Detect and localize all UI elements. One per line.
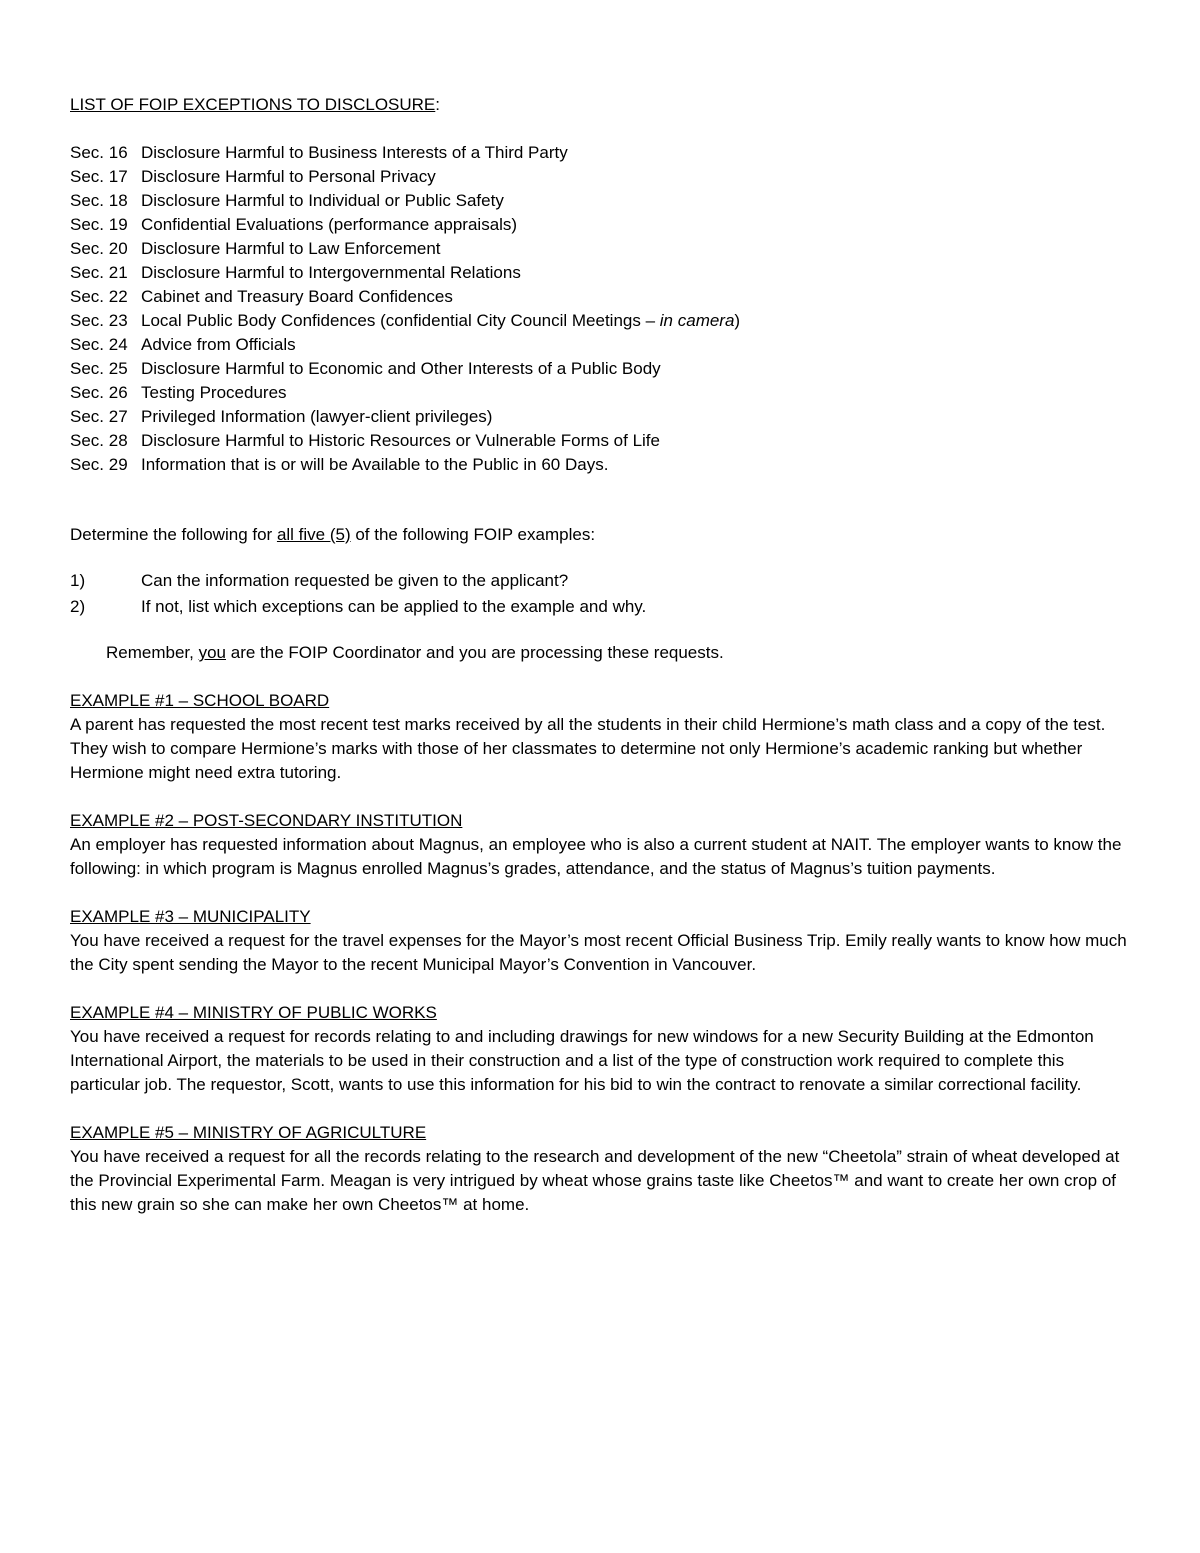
section-title: Disclosure Harmful to Business Interests of a Third Party: [141, 143, 568, 162]
example-1: [70, 689, 1130, 785]
section-number: Sec. 18: [70, 191, 128, 210]
exception-item: [70, 405, 1130, 429]
section-title-end: ): [734, 311, 741, 330]
reminder-text-end: are the FOIP Coordinator and you are processing these requests.: [226, 643, 724, 662]
example-heading: EXAMPLE #4 – MINISTRY OF PUBLIC WORKS: [70, 1003, 437, 1022]
exception-item: [70, 141, 1130, 165]
exception-item: [70, 381, 1130, 405]
exception-item: [70, 429, 1130, 453]
exception-item: [70, 237, 1130, 261]
section-title: Disclosure Harmful to Individual or Public Safety: [141, 191, 504, 210]
section-title: Local Public Body Confidences (confidential City Council Meetings –: [141, 311, 660, 330]
example-body: A parent has requested the most recent test marks received by all the students in their child Hermione’s math class and a copy of the test. They wish to compare Hermione’s marks with those of her classmates to determine not only Hermione’s academic ranking but whether Hermione might need extra tutoring.: [70, 715, 1106, 782]
exception-item: [70, 453, 1130, 477]
questions-list: [70, 569, 1130, 621]
example-heading: EXAMPLE #2 – POST-SECONDARY INSTITUTION: [70, 811, 463, 830]
section-title: Disclosure Harmful to Personal Privacy: [141, 167, 436, 186]
intro-text-end: of the following FOIP examples:: [350, 525, 596, 544]
exception-item: [70, 333, 1130, 357]
section-title: Disclosure Harmful to Law Enforcement: [141, 239, 441, 258]
section-number: Sec. 23: [70, 311, 128, 330]
example-body: An employer has requested information about Magnus, an employee who is also a current student at NAIT. The employer wants to know the following: in which program is Magnus enrolled Magnus’s grades, attendance, and the status of Magnus’s tuition payments.: [70, 835, 1122, 878]
exception-item: [70, 261, 1130, 285]
example-body: You have received a request for all the records relating to the research and development of the new “Cheetola” strain of wheat developed at the Provincial Experimental Farm. Meagan is very intrigued by wheat whose grains taste like Cheetos™ and want to create her own crop of this new grain so she can make her own Cheetos™ at home.: [70, 1147, 1120, 1214]
exception-item: [70, 285, 1130, 309]
section-number: Sec. 25: [70, 359, 128, 378]
question-text: If not, list which exceptions can be applied to the example and why.: [141, 597, 647, 616]
section-title: Confidential Evaluations (performance appraisals): [141, 215, 518, 234]
example-heading: EXAMPLE #5 – MINISTRY OF AGRICULTURE: [70, 1123, 427, 1142]
example-body: You have received a request for records relating to and including drawings for new windows for a new Security Building at the Edmonton International Airport, the materials to be used in their construction and a list of the type of construction work required to complete this particular job. The requestor, Scott, wants to use this information for his bid to win the contract to renovate a similar correctional facility.: [70, 1027, 1094, 1094]
section-title: Information that is or will be Available to the Public in 60 Days.: [141, 455, 609, 474]
section-title-container: [141, 309, 1130, 333]
example-2: [70, 809, 1130, 881]
section-number: Sec. 24: [70, 335, 128, 354]
section-number: Sec. 29: [70, 455, 128, 474]
spacer: [70, 117, 1130, 141]
question-item: [70, 595, 1130, 621]
section-number: Sec. 16: [70, 143, 128, 162]
intro-text: Determine the following for: [70, 525, 277, 544]
question-number: 2): [70, 597, 86, 616]
document-title: [70, 93, 1130, 117]
section-number: Sec. 19: [70, 215, 128, 234]
exception-item: [70, 213, 1130, 237]
section-number: Sec. 17: [70, 167, 128, 186]
section-title: Privileged Information (lawyer-client privileges): [141, 407, 493, 426]
exception-item: [70, 357, 1130, 381]
section-number: Sec. 28: [70, 431, 128, 450]
section-title: Disclosure Harmful to Intergovernmental Relations: [141, 263, 521, 282]
section-title: Cabinet and Treasury Board Confidences: [141, 287, 453, 306]
section-number: Sec. 22: [70, 287, 128, 306]
example-3: [70, 905, 1130, 977]
question-text: Can the information requested be given to the applicant?: [141, 571, 569, 590]
section-title: Disclosure Harmful to Economic and Other Interests of a Public Body: [141, 359, 661, 378]
question-item: [70, 569, 1130, 595]
instructions-intro: [70, 523, 1130, 547]
question-number: 1): [70, 571, 86, 590]
section-number: Sec. 27: [70, 407, 128, 426]
exception-item: [70, 189, 1130, 213]
section-number: Sec. 20: [70, 239, 128, 258]
example-body: You have received a request for the travel expenses for the Mayor’s most recent Official Business Trip. Emily really wants to know how much the City spent sending the Mayor to the recent Municipal Mayor’s Convention in Vancouver.: [70, 931, 1127, 974]
example-5: [70, 1121, 1130, 1217]
document-title-text: LIST OF FOIP EXCEPTIONS TO DISCLOSURE: [70, 95, 436, 114]
reminder-emphasis: you: [198, 643, 227, 662]
document-page: [70, 93, 1130, 1217]
section-title-italic: in camera: [659, 311, 735, 330]
reminder-note: [106, 641, 1130, 665]
intro-emphasis: all five (5): [276, 525, 351, 544]
section-title: Advice from Officials: [141, 335, 296, 354]
example-heading: EXAMPLE #3 – MUNICIPALITY: [70, 907, 311, 926]
exceptions-list: [70, 141, 1130, 477]
section-number: Sec. 21: [70, 263, 128, 282]
example-heading: EXAMPLE #1 – SCHOOL BOARD: [70, 691, 330, 710]
section-title: Disclosure Harmful to Historic Resources or Vulnerable Forms of Life: [141, 431, 660, 450]
reminder-text: Remember,: [106, 643, 199, 662]
section-number: Sec. 26: [70, 383, 128, 402]
document-title-colon: :: [435, 95, 441, 114]
exception-item: [70, 165, 1130, 189]
section-title: Testing Procedures: [141, 383, 287, 402]
exception-item: [70, 309, 1130, 333]
example-4: [70, 1001, 1130, 1097]
